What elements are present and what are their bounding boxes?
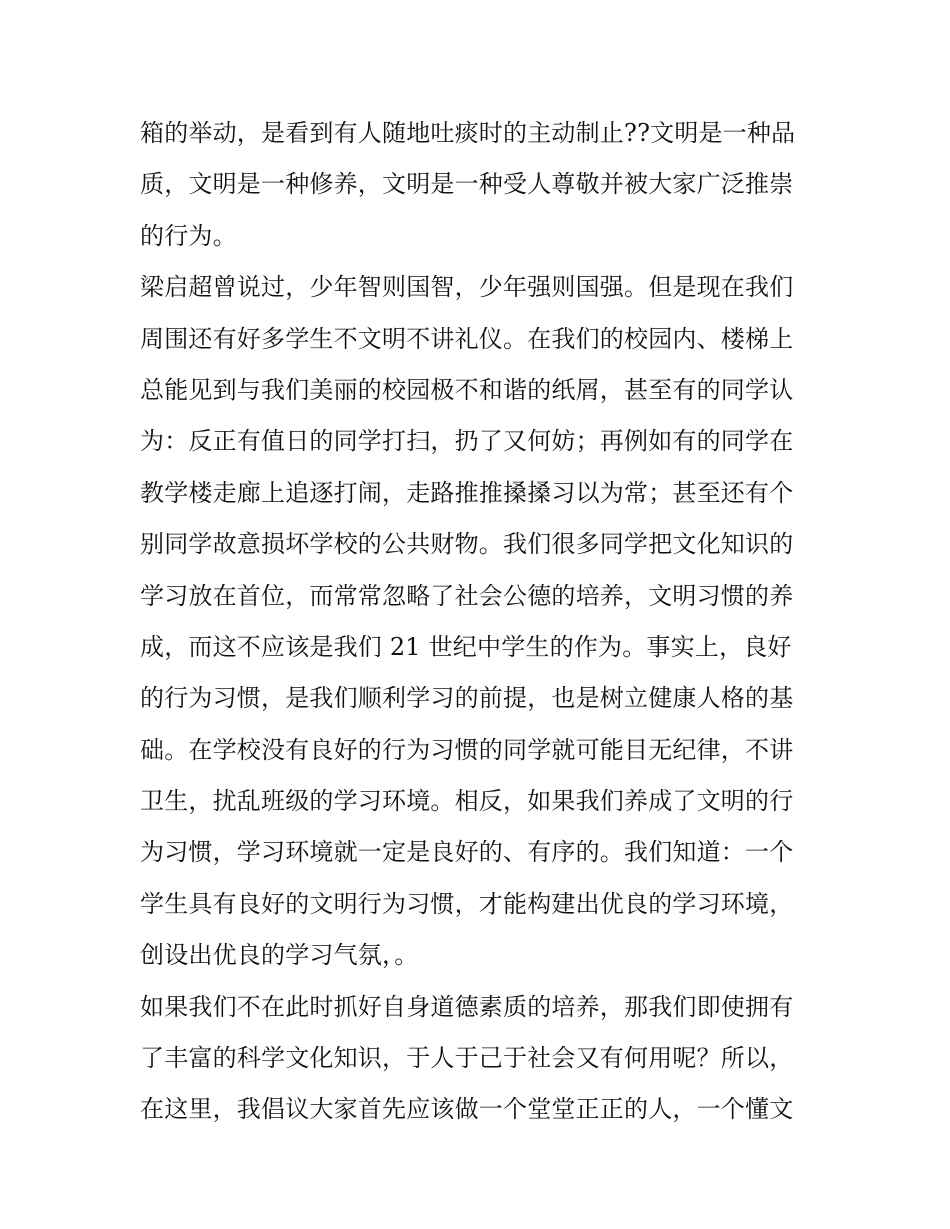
text-line-7: 为：反正有值日的同学打扫，扔了又何妨；再例如有的同学在: [140, 427, 794, 456]
text-line-17: 创设出优良的学习气氛，。: [140, 941, 419, 970]
text-line-15: 为习惯，学习环境就一定是良好的、有序的。我们知道：一个: [140, 838, 794, 867]
text-line-5: 周围还有好多学生不文明不讲礼仪。在我们的校园内、楼梯上: [140, 324, 794, 353]
text-line-18: 如果我们不在此时抓好自身道德素质的培养，那我们即使拥有: [140, 992, 794, 1021]
text-line-6: 总能见到与我们美丽的校园极不和谐的纸屑，甚至有的同学认: [140, 375, 794, 404]
text-line-8: 教学楼走廊上追逐打闹，走路推推搡搡习以为常；甚至还有个: [140, 478, 794, 507]
text-line-1: 箱的举动，是看到有人随地吐痰时的主动制止??文明是一种品: [140, 119, 796, 147]
text-line-11: 成，而这不应该是我们 21 世纪中学生的作为。事实上，良好: [140, 632, 792, 661]
text-line-13: 础。在学校没有良好的行为习惯的同学就可能目无纪律，不讲: [140, 735, 794, 764]
text-line-14: 卫生，扰乱班级的学习环境。相反，如果我们养成了文明的行: [140, 787, 794, 816]
text-line-10: 学习放在首位，而常常忽略了社会公德的培养，文明习惯的养: [140, 581, 794, 610]
text-line-12: 的行为习惯，是我们顺利学习的前提，也是树立健康人格的基: [140, 684, 794, 713]
text-line-9: 别同学故意损坏学校的公共财物。我们很多同学把文化知识的: [140, 530, 794, 559]
text-line-3: 的行为。: [140, 221, 237, 250]
document-body: [140, 108, 820, 1136]
text-line-20: 在这里，我倡议大家首先应该做一个堂堂正正的人，一个懂文: [140, 1095, 794, 1124]
text-line-2: 质，文明是一种修养，文明是一种受人尊敬并被大家广泛推崇: [140, 170, 794, 199]
text-line-4: 梁启超曾说过，少年智则国智，少年强则国强。但是现在我们: [140, 273, 794, 302]
text-line-19: 了丰富的科学文化知识，于人于己于社会又有何用呢？所以，: [140, 1044, 794, 1073]
text-line-16: 学生具有良好的文明行为习惯，才能构建出优良的学习环境，: [140, 889, 794, 918]
